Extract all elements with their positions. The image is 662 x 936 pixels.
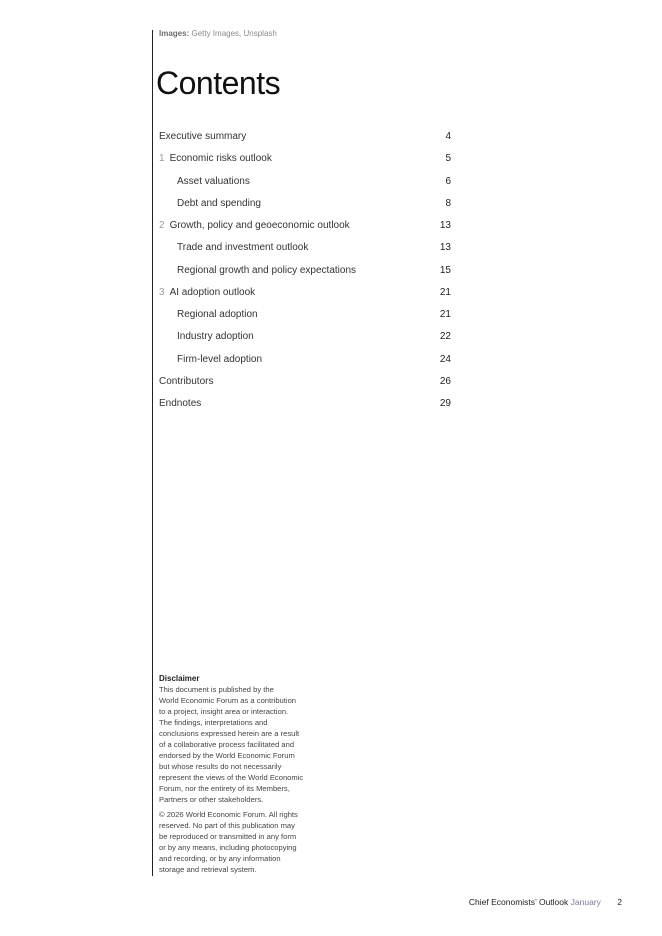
toc-entry-label: Debt and spending (177, 197, 261, 209)
margin-rule (152, 30, 153, 876)
toc-entry-title (177, 265, 356, 276)
toc-entry-title (159, 220, 350, 231)
toc-entry[interactable] (159, 260, 451, 282)
toc-page-number: 22 (439, 331, 451, 343)
toc-entry[interactable] (159, 237, 451, 259)
disclaimer-paragraph (159, 684, 319, 805)
image-credits-label: Images: (159, 29, 190, 38)
toc-page-number: 21 (439, 286, 451, 298)
toc-page-number: 4 (445, 131, 451, 142)
toc-page-number: 29 (439, 398, 451, 409)
disclaimer-line: Partners or other stakeholders. (159, 795, 264, 804)
toc-section-number: 3 (159, 286, 165, 298)
disclaimer-line: or by any means, including photocopying (159, 843, 297, 852)
copyright-paragraph (159, 809, 319, 875)
toc-page-number: 6 (445, 175, 451, 187)
disclaimer-heading: Disclaimer (159, 674, 200, 683)
toc-entry-label: Endnotes (159, 398, 202, 409)
toc-page-number: 15 (439, 264, 451, 276)
toc-entry-title (177, 198, 261, 209)
toc-entry-title (159, 398, 201, 409)
toc-entry-label: Trade and investment outlook (177, 242, 309, 254)
disclaimer-line: World Economic Forum as a contribution (159, 696, 297, 705)
toc-entry[interactable] (159, 326, 451, 348)
image-credits (159, 29, 277, 38)
toc-entry-label: Growth, policy and geoeconomic outlook (169, 220, 350, 231)
disclaimer-line: conclusions expressed herein are a result (159, 729, 300, 738)
toc-page-number: 5 (445, 153, 451, 165)
toc-page-number: 8 (445, 197, 451, 209)
toc-entry-title (177, 331, 254, 342)
toc-entry-label: AI adoption outlook (169, 286, 256, 298)
disclaimer-line: Forum, nor the entirety of its Members, (159, 784, 290, 793)
page-title: Contents (156, 65, 281, 101)
toc-section-number: 1 (159, 153, 165, 165)
toc-entry[interactable] (159, 126, 451, 148)
toc-entry-label: Industry adoption (177, 331, 254, 343)
toc-entry[interactable] (159, 148, 451, 170)
disclaimer-line: This document is published by the (159, 685, 274, 694)
toc-entry-label: Firm-level adoption (177, 353, 263, 365)
toc-entry-title (159, 376, 213, 387)
toc-entry-label: Economic risks outlook (169, 153, 272, 165)
footer-page-number: 2 (617, 897, 622, 907)
toc-entry[interactable] (159, 171, 451, 193)
disclaimer-line: of a collaborative process facilitated and (159, 740, 295, 749)
toc-entry[interactable] (159, 393, 451, 415)
toc-entry-label: Regional growth and policy expectations (177, 264, 356, 276)
disclaimer-line: and recording, or by any information (159, 854, 281, 863)
toc-page-number: 26 (439, 375, 451, 387)
toc-entry-title (159, 287, 255, 298)
toc-entry-title (177, 242, 308, 253)
toc-entry-title (159, 153, 272, 164)
toc-page-number: 13 (439, 242, 451, 254)
disclaimer-line: endorsed by the World Economic Forum (159, 751, 295, 760)
toc-entry[interactable] (159, 304, 451, 326)
disclaimer-line: to a project, insight area or interaction. (159, 707, 289, 716)
footer-month: January (570, 897, 601, 907)
toc-entry-title (177, 309, 258, 320)
toc-page-number: 24 (439, 353, 451, 365)
toc-entry[interactable] (159, 215, 451, 237)
toc-entry-label: Contributors (159, 375, 214, 387)
disclaimer-line: © 2026 World Economic Forum. All rights (159, 810, 298, 819)
toc-entry-title (177, 354, 262, 365)
toc-entry-label: Asset valuations (177, 175, 250, 187)
toc-entry-title (177, 176, 250, 187)
toc-entry[interactable] (159, 349, 451, 371)
disclaimer-line: reserved. No part of this publication may (159, 821, 295, 830)
disclaimer (159, 673, 319, 879)
toc-section-number: 2 (159, 220, 165, 231)
image-credits-text: Getty Images, Unsplash (191, 29, 277, 38)
toc-entry[interactable] (159, 193, 451, 215)
toc-page-number: 13 (439, 220, 451, 231)
disclaimer-line: be reproduced or transmitted in any form (159, 832, 297, 841)
disclaimer-line: but whose results do not necessarily (159, 762, 282, 771)
toc-entry-title (159, 131, 246, 142)
disclaimer-line: The findings, interpretations and (159, 718, 268, 727)
table-of-contents (159, 126, 451, 415)
footer-publication: Chief Economists’ Outlook (468, 897, 569, 907)
toc-entry[interactable] (159, 282, 451, 304)
page-footer (469, 897, 622, 907)
toc-entry-label: Executive summary (159, 131, 247, 142)
toc-page-number: 21 (439, 309, 451, 320)
toc-entry-label: Regional adoption (177, 309, 258, 320)
disclaimer-line: storage and retrieval system. (159, 865, 257, 874)
toc-entry[interactable] (159, 371, 451, 393)
disclaimer-line: represent the views of the World Economic (159, 773, 304, 782)
